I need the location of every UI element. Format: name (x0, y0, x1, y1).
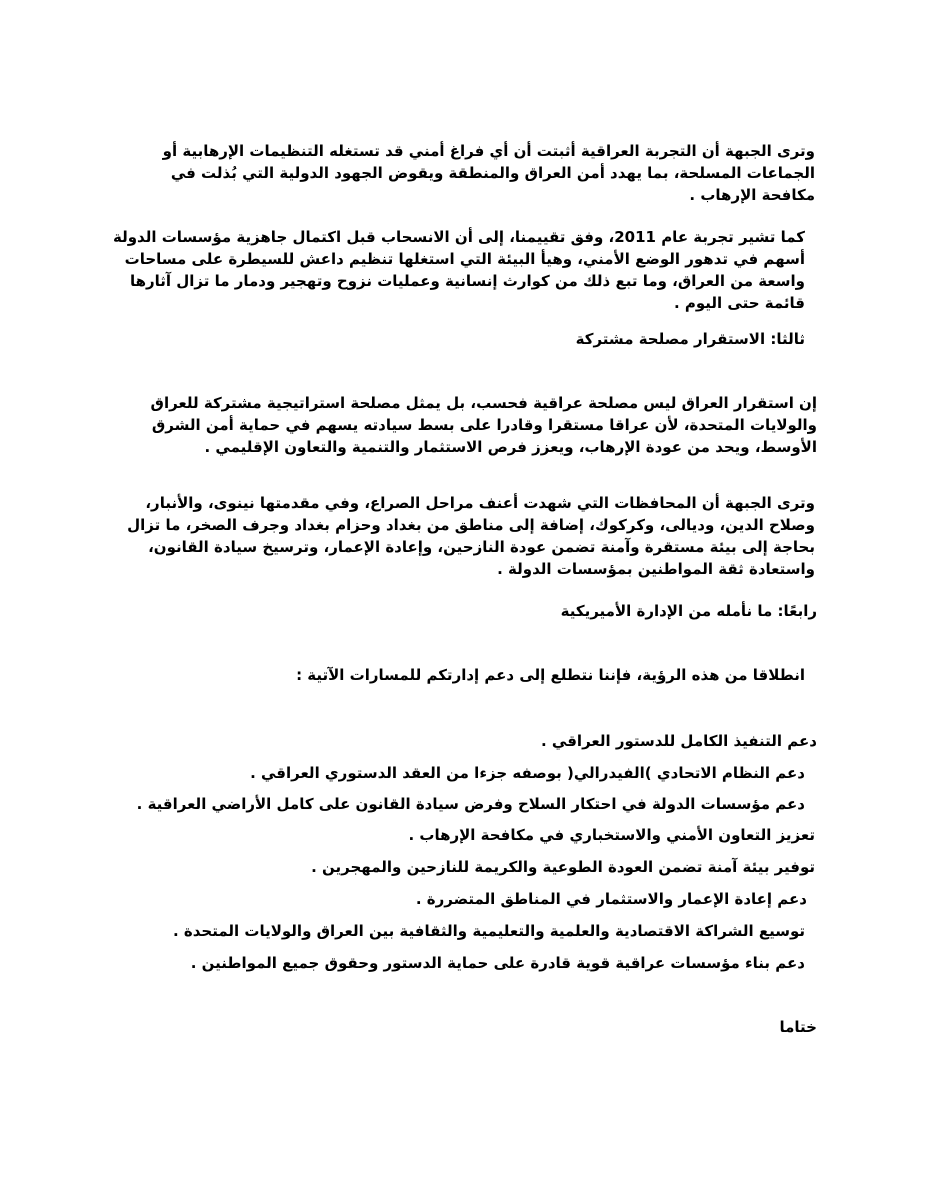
list-item: دعم مؤسسات الدولة في احتكار السلاح وفرض سيادة القانون على كامل الأراضي العراقية . (136, 795, 805, 813)
list-item: دعم التنفيذ الكامل للدستور العراقي . (541, 732, 817, 750)
closing-word: ختاما (779, 1018, 817, 1036)
paragraph-security-vacuum: وترى الجبهة أن التجربة العراقية أثبتت أن أي فراغ أمني قد تستغله التنظيمات الإرهابية أو الجماعات المسلحة، بما يهدد أمن العراق والمنطقة ويقوض الجهود الدولية التي بُذلت في مكافحة الإرهاب . (162, 142, 815, 204)
list-item: توفير بيئة آمنة تضمن العودة الطوعية والكريمة للنازحين والمهجرين . (311, 858, 815, 876)
list-item: تعزيز التعاون الأمني والاستخباري في مكافحة الإرهاب . (408, 826, 815, 844)
heading-shared-stability: ثالثا: الاستقرار مصلحة مشتركة (575, 330, 805, 348)
list-item: توسيع الشراكة الاقتصادية والعلمية والتعليمية والثقافية بين العراق والولايات المتحدة . (172, 922, 805, 940)
list-item: دعم النظام الاتحادي )الفيدرالي( بوصفه جزءا من العقد الدستوري العراقي . (250, 764, 805, 782)
list-item: دعم بناء مؤسسات عراقية قوية قادرة على حماية الدستور وحقوق جميع المواطنين . (190, 954, 805, 972)
paragraph-provinces: وترى الجبهة أن المحافظات التي شهدت أعنف مراحل الصراع، وفي مقدمتها نينوى، والأنبار، وصلاح الدين، وديالى، وكركوك، إضافة إلى مناطق من بغداد وحزام بغداد وجرف الصخر، ما تزال بحاجة إلى بيئة مستقرة وآمنة تضمن عودة النازحين، وإعادة الإعمار، وترسيخ سيادة القانون، واستعادة ثقة المواطنين بمؤسسات الدولة . (127, 494, 815, 578)
heading-us-administration: رابعًا: ما نأمله من الإدارة الأميريكية (560, 602, 817, 620)
list-item: دعم إعادة الإعمار والاستثمار في المناطق المتضررة . (415, 890, 807, 908)
paragraph-shared-interest: إن استقرار العراق ليس مصلحة عراقية فحسب، بل يمثل مصلحة استراتيجية مشتركة للعراق والولايات المتحدة، لأن عراقا مستقرا وقادرا على بسط سيادته يسهم في حماية أمن الشرق الأوسط، ويحد من عودة الإرهاب، ويعزز فرص الاستثمار والتنمية والتعاون الإقليمي . (150, 394, 817, 456)
paragraph-2011-withdrawal: كما تشير تجربة عام 2011، وفق تقييمنا، إلى أن الانسحاب قبل اكتمال جاهزية مؤسسات الدولة أسهم في تدهور الوضع الأمني، وهيأ البيئة التي استغلها تنظيم داعش للسيطرة على مساحات واسعة من العراق، وما تبع ذلك من كوارث إنسانية وعمليات نزوح وتهجير ودمار ما تزال آثارها قائمة حتى اليوم . (113, 228, 805, 312)
intro-paths: انطلاقا من هذه الرؤية، فإننا نتطلع إلى دعم إدارتكم للمسارات الآتية : (296, 666, 805, 684)
